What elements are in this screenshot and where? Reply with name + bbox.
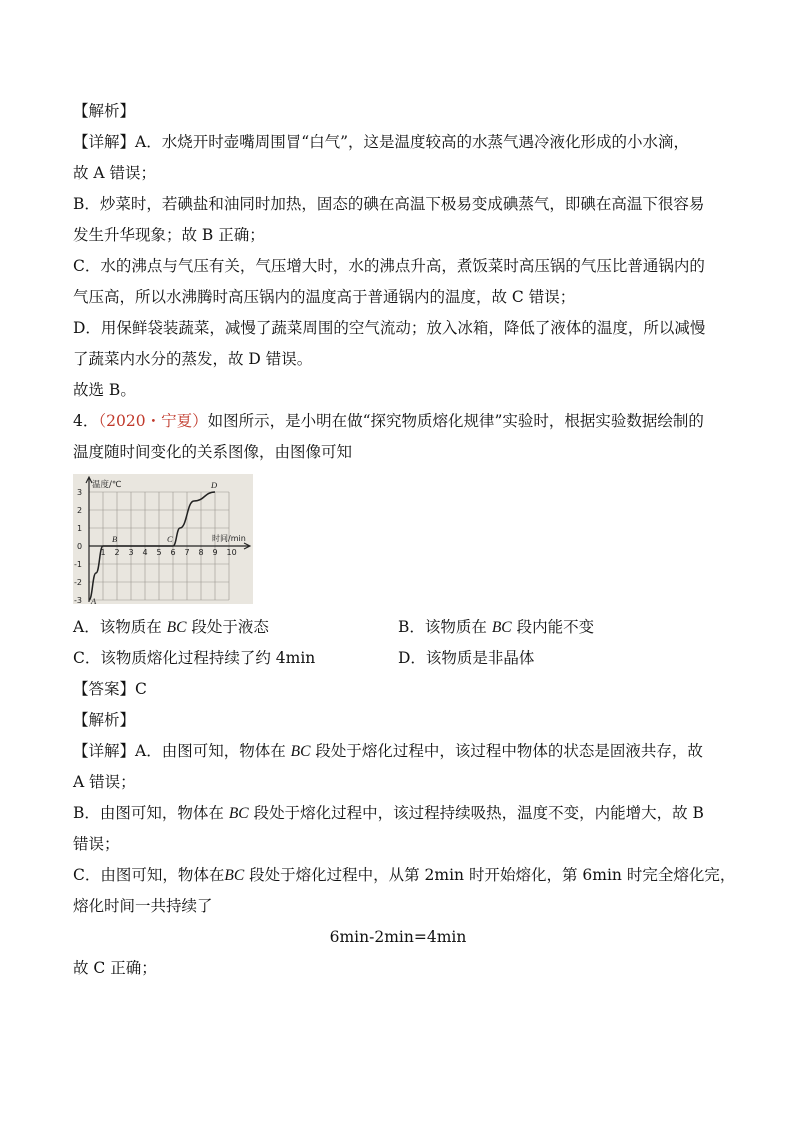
melting-graph-figure <box>73 474 253 604</box>
analysis-c-cont: 熔化时间一共持续了 <box>73 897 213 915</box>
detail-d-prev-cont: 了蔬菜内水分的蒸发，故 D 错误。 <box>73 350 313 368</box>
analysis-a-cont: A 错误； <box>73 773 136 791</box>
analysis-heading: 【解析】 <box>73 711 136 729</box>
detail-b-prev-cont: 发生升华现象；故 B 正确； <box>73 226 265 244</box>
question-stem-cont: 温度随时间变化的关系图像，由图像可知 <box>73 443 353 461</box>
x-tick-label: 8 <box>198 548 204 557</box>
question-number: 4． <box>73 412 99 430</box>
point-label-c: C <box>167 534 173 544</box>
analysis-b-cont: 错误； <box>73 835 120 853</box>
point-label-d: D <box>211 480 218 490</box>
analysis-b: B．由图可知，物体在 BC 段处于熔化过程中，该过程持续吸热，温度不变，内能增大，故 B <box>73 804 704 822</box>
detail-a-prev: 【详解】A．水烧开时壶嘴周围冒“白气”，这是温度较高的水蒸气遇冷液化形成的小水滴， <box>73 133 690 151</box>
point-label-b: B <box>112 534 118 544</box>
detail-a-prev-cont: 故 A 错误； <box>73 164 157 182</box>
y-tick-label: 2 <box>77 506 83 515</box>
options-row-2 <box>73 643 723 674</box>
y-axis-label: 温度/℃ <box>92 480 122 490</box>
y-tick-label: 1 <box>77 524 83 533</box>
detail-b-prev: B．炒菜时，若碘盐和油同时加热，固态的碘在高温下极易变成碘蒸气，即碘在高温下很容易 <box>73 195 705 213</box>
y-tick-label: -2 <box>74 578 82 587</box>
detail-d-prev: D．用保鲜袋装蔬菜，减慢了蔬菜周围的空气流动；放入冰箱，降低了液体的温度，所以减慢 <box>73 319 706 337</box>
y-tick-label: -1 <box>74 560 82 569</box>
analysis-a: 【详解】A．由图可知，物体在 BC 段处于熔化过程中，该过程中物体的状态是固液共存，故 <box>73 742 703 760</box>
x-tick-label: 7 <box>184 548 190 557</box>
option-a[interactable]: A．该物质在 BC 段处于液态 <box>73 618 269 636</box>
detail-c-prev: C．水的沸点与气压有关，气压增大时，水的沸点升高，煮饭菜时高压锅的气压比普通锅内的 <box>73 257 705 275</box>
x-tick-label: 6 <box>170 548 176 557</box>
options-row-1 <box>73 612 723 643</box>
analysis-c-conclusion: 故 C 正确； <box>73 959 157 977</box>
x-tick-label: 9 <box>212 548 218 557</box>
document-page <box>73 96 736 984</box>
x-tick-label: 4 <box>142 548 148 557</box>
y-tick-label: 0 <box>77 542 83 551</box>
x-tick-label: 1 <box>100 548 106 557</box>
x-tick-label: 2 <box>114 548 120 557</box>
equation: 6min-2min=4min <box>329 928 467 946</box>
y-tick-label: 3 <box>77 488 83 497</box>
answer-label: 【答案】 <box>73 680 136 698</box>
melting-graph <box>73 474 253 604</box>
question-stem <box>73 406 723 437</box>
question-stem-text: 如图所示，是小明在做“探究物质熔化规律”实验时，根据实验数据绘制的 <box>207 412 704 430</box>
detail-c-prev-cont: 气压高，所以水沸腾时高压锅内的温度高于普通锅内的温度，故 C 错误； <box>73 288 576 306</box>
x-axis-label: 时间/min <box>212 534 246 543</box>
answer-value: C <box>135 680 147 698</box>
y-tick-label: -3 <box>74 596 82 604</box>
question-source: （2020・宁夏） <box>98 412 208 430</box>
analysis-heading-prev: 【解析】 <box>73 102 136 120</box>
option-c[interactable]: C．该物质熔化过程持续了约 4min <box>73 649 316 667</box>
option-d[interactable]: D．该物质是非晶体 <box>398 649 535 667</box>
point-label-a: A <box>91 596 97 604</box>
answer-line <box>73 674 723 705</box>
option-b[interactable]: B．该物质在 BC 段内能不变 <box>398 618 595 636</box>
x-tick-label: 5 <box>156 548 162 557</box>
x-tick-label: 10 <box>226 548 237 557</box>
conclusion-prev: 故选 B。 <box>73 381 136 399</box>
x-tick-label: 3 <box>128 548 134 557</box>
analysis-c: C．由图可知，物体在BC 段处于熔化过程中，从第 2min 时开始熔化，第 6min 时完全熔化完， <box>73 866 736 884</box>
